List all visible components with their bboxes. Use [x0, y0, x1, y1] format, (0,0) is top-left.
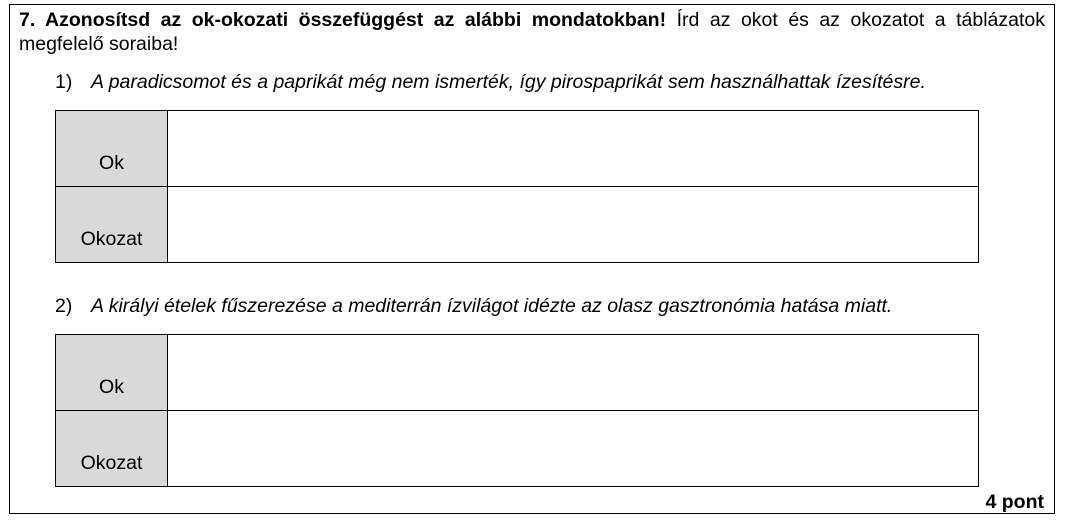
item-2: [55, 294, 892, 318]
task-title: 7. Azonosítsd az ok-okozati összefüggést az alábbi mondatokban!: [19, 9, 667, 31]
item-index: 1): [55, 71, 73, 93]
effect-answer-field[interactable]: [168, 187, 979, 263]
answer-table-1: [55, 110, 979, 263]
cause-row: [56, 111, 979, 187]
points-label: 4 pont: [985, 491, 1044, 513]
effect-answer-field[interactable]: [168, 411, 979, 487]
answer-table-2: [55, 334, 979, 487]
task-instruction: Írd az okot és az okozatot a táblázatok megfelelő soraiba!: [19, 9, 1045, 55]
cause-row: [56, 335, 979, 411]
effect-label: Okozat: [56, 411, 168, 487]
task-header: [19, 8, 1045, 56]
cause-answer-field[interactable]: [168, 335, 979, 411]
cause-label: Ok: [56, 335, 168, 411]
item-1: [55, 70, 926, 94]
effect-row: [56, 411, 979, 487]
cause-answer-field[interactable]: [168, 111, 979, 187]
cause-label: Ok: [56, 111, 168, 187]
item-index: 2): [55, 295, 73, 317]
item-sentence: A paradicsomot és a paprikát még nem ismerték, így pirospaprikát sem használhattak ízesítésre.: [91, 71, 926, 93]
item-sentence: A királyi ételek fűszerezése a mediterrán ízvilágot idézte az olasz gasztronómia hatása miatt.: [91, 295, 893, 317]
effect-row: [56, 187, 979, 263]
effect-label: Okozat: [56, 187, 168, 263]
